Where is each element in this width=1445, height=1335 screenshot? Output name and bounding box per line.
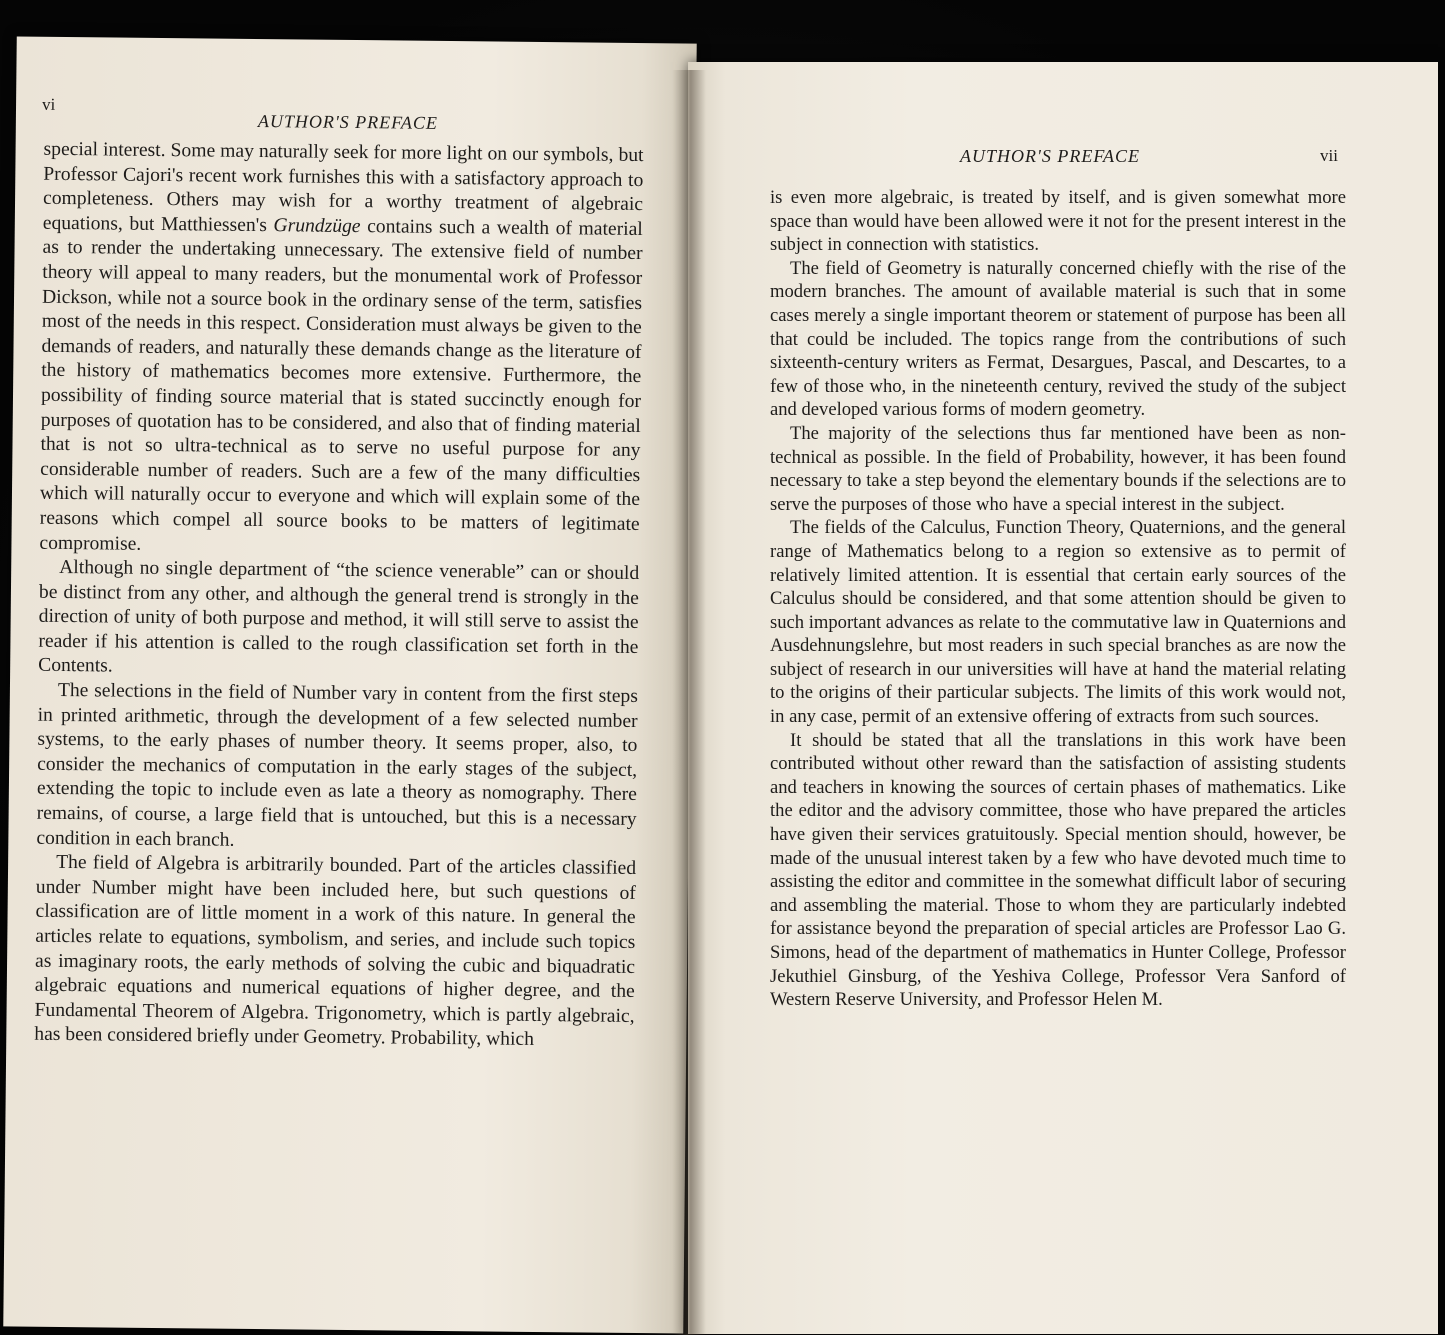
left-page (3, 36, 696, 1333)
left-paragraph-2: Although no single department of “the science venerable” can or should be distinct from any other, and although the general trend is strongly in the direction of unity of both purpose and method, it will still serve to assist the reader if his attention is called to the rough classification set forth in the Contents. (38, 557, 640, 677)
right-paragraph-5: It should be stated that all the translations in this work have been contributed without other reward than the satisfaction of assisting students and teachers in knowing the sources of certain phases of mathematics. Like the editor and the advisory committee, those who have prepared the articles have given their services gratuitously. Special mention should, however, be made of the unusual interest taken by a few who have devoted much time to assisting the editor and committee in the somewhat difficult labor of securing and assembling the material. Those to whom they are particularly indebted for assistance beyond the preparation of special articles are Professor Lao G. Simons, head of the department of mathematics in Hunter College, Professor Jekuthiel Ginsburg, of the Yeshiva College, Professor Vera Sanford of Western Reserve University, and Professor Helen M. (770, 729, 1346, 1011)
left-page-number: vi (41, 94, 56, 114)
left-paragraph-1 (39, 138, 643, 562)
right-paragraph-4: The fields of the Calculus, Function Theory, Quaternions, and the general range of Mathematics belong to a region so extensive as to permit of relatively limited attention. It is essential that certain early sources of the Calculus should be considered, and that some attention should be given to such important advances as relate to the commutative law in Quaternions and Ausdehnungslehre, but most readers in such special branches as are now the subject of research in our universities will have at hand the material relating to the origins of their particular subjects. The limits of this work would not, in any case, permit of an extensive offering of extracts from such sources. (770, 517, 1346, 728)
right-page (688, 62, 1438, 1334)
left-paragraph-1-italic: Grundzüge (273, 214, 361, 237)
right-page-body (770, 186, 1346, 1012)
left-page-body (34, 138, 643, 1054)
right-running-header: AUTHOR'S PREFACE (960, 146, 1141, 166)
left-paragraph-4: The field of Algebra is arbitrarily bounded. Part of the articles classified under Number might have been included here, but such questions of classification are of little moment in a work of this nature. In general the articles relate to equations, symbolism, and series, and include such topics as imaginary roots, the early methods of solving the cubic and biquadratic algebraic equations and numerical equations of higher degree, and the Fundamental Theorem of Algebra. Trigonometry, which is partly algebraic, has been considered briefly under Geometry. Probability, which (34, 852, 637, 1051)
left-paragraph-3: The selections in the field of Number vary in content from the first steps in printed arithmetic, through the development of a few selected number systems, to the early phases of number theory. It seems proper, also, to consider the mechanics of computation in the early stages of the subject, extending the topic to include even as late a theory as nomography. There remains, of course, a large field that is untouched, but this is a necessary condition in each branch. (36, 680, 639, 851)
left-paragraph-1-start: special interest. Some may naturally seek for more light on our symbols, but Professor Cajori's recent work furnishes this with a satisfactory approach to completeness. Others may wish for a worthy treatment of algebraic equations, but Matthiessen's (42, 138, 644, 236)
right-paragraph-2: The field of Geometry is naturally concerned chiefly with the rise of the modern branches. The amount of available material is such that in some cases merely a single important theorem or statement of purpose has been all that could be included. The topics range from the contributions of such sixteenth-century writers as Fermat, Desargues, Pascal, and Descartes, to a few of those who, in the nineteenth century, revived the study of the subject and developed various forms of modern geometry. (770, 257, 1346, 421)
right-paragraph-3: The majority of the selections thus far mentioned have been as non-technical as possible. In the field of Probability, however, it has been found necessary to take a step beyond the elementary bounds if the selections are to serve the purposes of those who have a special interest in the subject. (770, 422, 1346, 515)
right-paragraph-1: is even more algebraic, is treated by itself, and is given somewhat more space than would have been allowed were it not for the present interest in the subject in connection with statistics. (770, 187, 1346, 256)
left-paragraph-1-end: contains such a wealth of material as to render the undertaking unnecessary. The extensive field of number theory will appeal to many readers, but the monumental work of Professor Dickson, while not a source book in the ordinary sense of the term, satisfies most of the needs in this respect. Consideration must always be given to the demands of readers, and naturally these demands change as the literature of the history of mathematics becomes more extensive. Furthermore, the possibility of finding source material that is stated succinctly enough for purposes of quotation has to be considered, and also that of finding material that is not so ultra-technical as to serve no useful purpose for any considerable number of readers. Such are a few of the many difficulties which will naturally occur to everyone and which will explain some of the reasons which compel all source books to be matters of legitimate compromise. (39, 215, 643, 555)
right-page-number: vii (1320, 146, 1338, 165)
left-running-header: AUTHOR'S PREFACE (257, 111, 439, 133)
